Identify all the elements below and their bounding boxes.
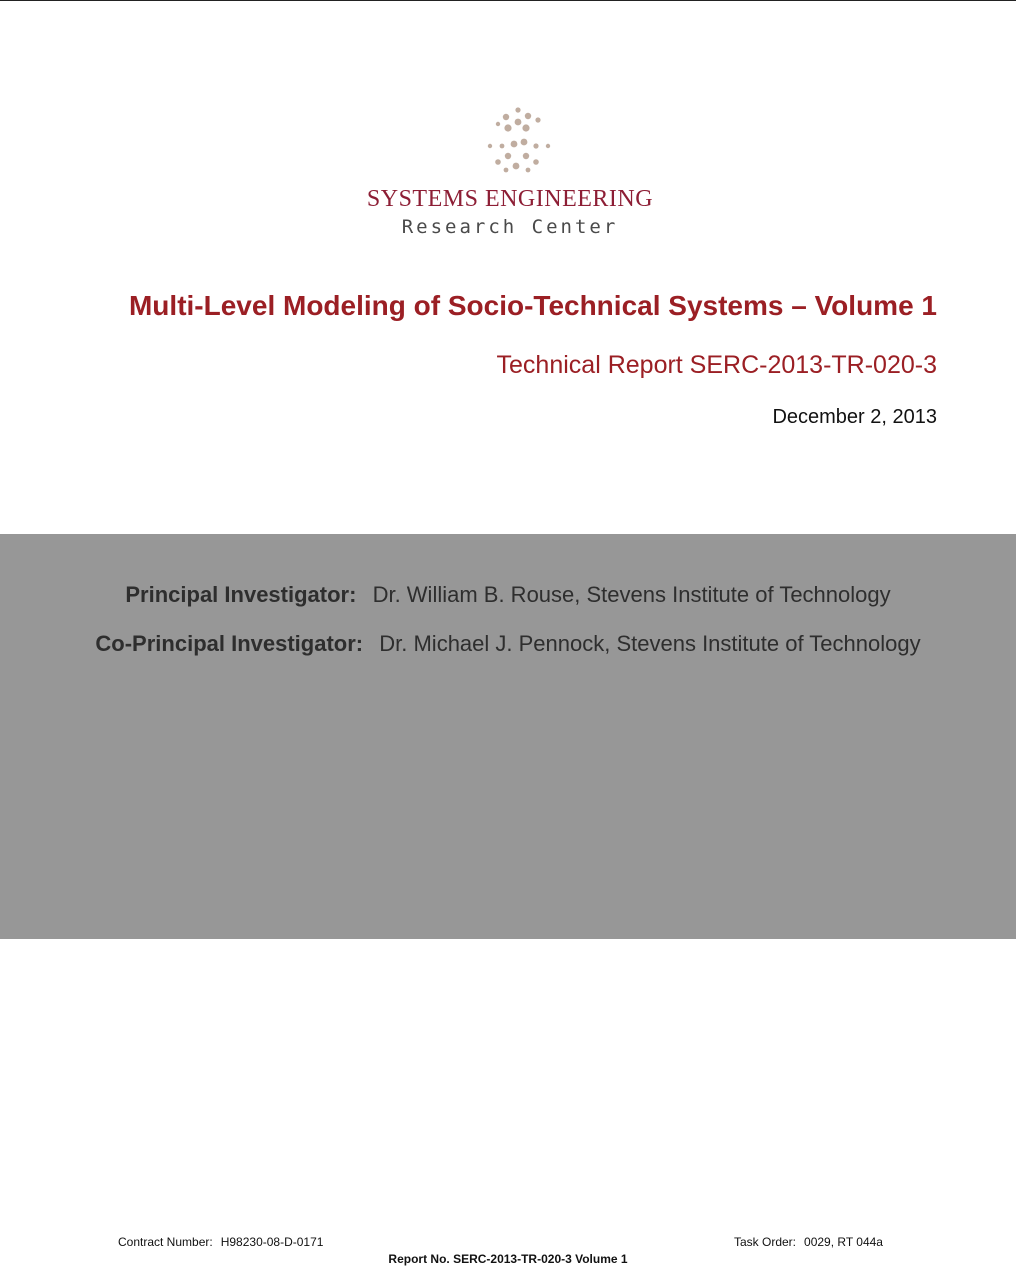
contract-label: Contract Number: bbox=[118, 1235, 213, 1249]
investigator-role: Co-Principal Investigator: bbox=[95, 631, 364, 656]
serc-logo bbox=[320, 100, 700, 245]
logo-line-research-center: Research Center bbox=[401, 216, 619, 238]
contract-number bbox=[118, 1235, 323, 1249]
contract-value: H98230-08-D-0171 bbox=[220, 1235, 324, 1249]
task-value: 0029, RT 044a bbox=[804, 1235, 883, 1249]
report-number-subtitle: Technical Report SERC-2013-TR-020-3 bbox=[496, 351, 937, 379]
principal-investigator-line bbox=[0, 582, 1016, 608]
investigator-name: Dr. William B. Rouse, Stevens Institute of Technology bbox=[372, 582, 891, 607]
report-date: December 2, 2013 bbox=[772, 406, 937, 428]
report-title: Multi-Level Modeling of Socio-Technical Systems – Volume 1 bbox=[128, 290, 937, 321]
investigator-role: Principal Investigator: bbox=[125, 582, 357, 607]
footer-report-number: Report No. SERC-2013-TR-020-3 Volume 1 bbox=[388, 1252, 628, 1266]
top-rule bbox=[0, 0, 1016, 1]
investigator-name: Dr. Michael J. Pennock, Stevens Institute of Technology bbox=[379, 631, 921, 656]
task-order bbox=[734, 1235, 883, 1249]
co-principal-investigator-line bbox=[0, 631, 1016, 657]
logo-line-systems-engineering: SYSTEMS ENGINEERING bbox=[366, 186, 654, 212]
task-label: Task Order: bbox=[734, 1235, 797, 1249]
starburst-logo-icon bbox=[476, 100, 566, 180]
